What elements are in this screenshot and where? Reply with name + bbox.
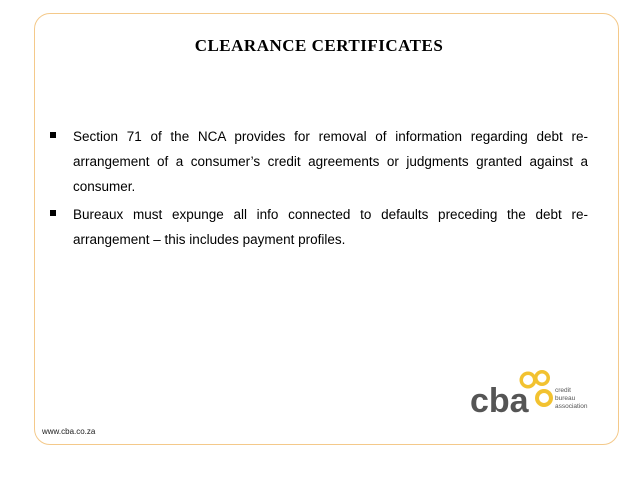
cba-logo xyxy=(468,368,598,420)
footer-url: www.cba.co.za xyxy=(42,427,96,436)
bullet-text: Bureaux must expunge all info connected to defaults preceding the debt re-arrangement – this includes payment profiles. xyxy=(73,207,588,247)
bullet-item xyxy=(46,202,588,252)
logo-wordmark: cba xyxy=(470,382,529,420)
bullet-text: Section 71 of the NCA provides for removal of information regarding debt re-arrangement of a consumer’s credit agreements or judgments granted against a consumer. xyxy=(73,129,588,194)
square-bullet-icon xyxy=(50,210,56,216)
logo-tagline-credit: credit xyxy=(555,387,571,394)
bullet-item xyxy=(46,124,588,199)
square-bullet-icon xyxy=(50,132,56,138)
bullet-list xyxy=(46,124,588,255)
logo-tagline-bureau: bureau xyxy=(555,395,576,402)
slide-title: CLEARANCE CERTIFICATES xyxy=(194,36,444,55)
logo-tagline-association: association xyxy=(555,403,588,410)
